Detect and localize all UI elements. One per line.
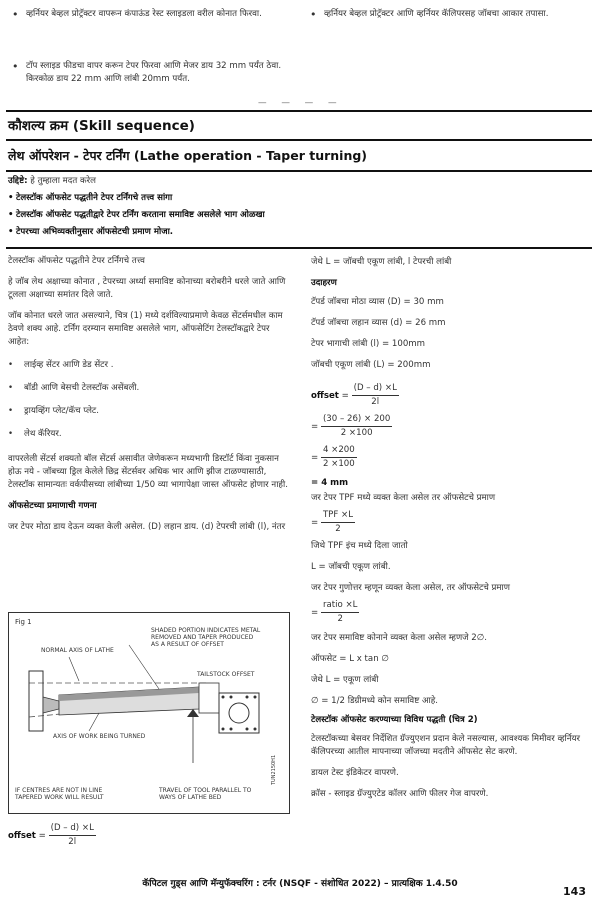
formula-5: = $\frac{\text{ratio ×L}}{2}$: [311, 600, 358, 624]
lathe-heading: लेथ ऑपरेशन - टेपर टर्निंग (Lathe operation - Taper turning): [8, 148, 368, 163]
formula-1-fraction: [352, 382, 399, 409]
figure-code: TUN2150H1: [271, 754, 277, 785]
principle-title: टेलस्टॉक ऑफसेट पद्धतीने टेपर टर्निंगचे तत्त्व: [8, 256, 145, 266]
top-bullet-2: [26, 60, 296, 86]
footer-title: कॅपिटल गुड्स आणि मॅन्युफॅक्चरिंग : टर्नर (NSQF - संशोधित 2022) – प्रात्यक्षिक 1.4.50: [142, 879, 458, 889]
calc-paragraph: जर टेपर मोठा डाय देऊन व्यक्त केली असेल. (D) लहान डाय. (d) टेपरची लांबी (l), नंतर: [8, 522, 286, 532]
offset-formula-left: offset = $\frac{(D - d) \times L}{2l}$: [8, 823, 94, 847]
objective-item: • टेपरच्या अभिव्यक्तीनुसार ऑफसेटची प्रमाण मोजा.: [8, 227, 174, 237]
top-bullet-2-text: टॉप स्लाइड फीडचा वापर करून टेपर फिरवा आणि मेजर डाय 32 mm पर्यंत ठेवा. किरकोळ डाय 22 mm आणि लांबी 20mm पर्यंत.: [26, 61, 282, 84]
formula-3-num: 4 ×200: [321, 444, 357, 458]
objectives-label: उद्दिष्टे:: [8, 176, 28, 186]
normal-axis-label: NORMAL AXIS OF LATHE: [41, 647, 114, 654]
right-column: [311, 256, 591, 801]
formula-5-fraction: [321, 599, 360, 626]
rule-under-objectives: [6, 247, 592, 249]
tpf-where: जिथे TPF इंच मध्ये दिला जातो: [311, 541, 408, 551]
left-column: [8, 255, 292, 534]
part-item: • ड्रायव्हिंग प्लेट/कॅच प्लेट.: [8, 406, 99, 416]
objective-item: • टेलस्टॉक ऑफसेट पद्धतीद्वारे टेपर टर्निंग करताना समाविष्ट असलेले भाग ओळखा: [8, 210, 265, 220]
part-item: • लाईव्ह सेंटर आणि डेड सेंटर .: [8, 360, 114, 370]
formula-5-den: 2: [337, 614, 343, 624]
offset-tan: ऑफसेट = L x tan ∅: [311, 654, 389, 664]
figure-1: [8, 612, 290, 814]
rule-under-heading: [6, 170, 592, 172]
offset-numerator: (D – d) ×L: [49, 822, 96, 836]
tailstock-offset-label: TAILSTOCK OFFSET: [197, 671, 255, 678]
part-item-text: बॉडी आणि बेसची टेलस्टॉक असेंबली.: [24, 383, 140, 393]
part-item-text: लाईव्ह सेंटर आणि डेड सेंटर .: [24, 360, 114, 370]
objectives-intro: [8, 175, 588, 188]
part-item: • लेथ कॅरियर.: [8, 429, 62, 439]
formula-2-num: (30 – 26) × 200: [321, 413, 392, 427]
formula-4: = $\frac{\text{TPF ×L}}{2}$: [311, 510, 354, 534]
shaded-portion-label: SHADED PORTION INDICATES METAL REMOVED AND TAPER PRODUCED AS A RESULT OF OFFSET: [151, 627, 261, 648]
calc-heading: ऑफसेटच्या प्रमाणाची गणना: [8, 501, 97, 511]
objective-item-text: टेलस्टॉक ऑफसेट पद्धतीने टेपर टर्निंगचे तत्त्व सांगा: [16, 193, 173, 203]
angle-line: जर टेपर समाविष्ट कोनाने व्यक्त केला असेल म्हणजे 2∅.: [311, 633, 487, 643]
figure-label: Fig 1: [15, 618, 32, 626]
length-definition: जेथे L = जॉबची एकूण लांबी, l टेपरची लांबी: [311, 257, 452, 267]
objectives: [8, 175, 588, 239]
top-bullet-1: [26, 8, 291, 21]
formula-2-fraction: [321, 413, 392, 440]
centres-paragraph: वापरलेली सेंटर्स शक्यतो बॉल सेंटर्स असावीत जेणेकरून मध्यभागी डिस्टॉर्ट किंवा नुकसान होऊ नये - जॉबच्या ड्रिल केलेले छिद्र सेंटर्सवर अधिक भार आणि झीज टाळण्यासाठी, टेलस्टॉक सामान्यतः वर्कपीसच्या लांबीच्या 1/50 व्या भागापेक्षा जास्त ऑफसेट होणार नाही.: [8, 454, 288, 490]
part-item: • बॉडी आणि बेसची टेलस्टॉक असेंबली.: [8, 383, 140, 393]
formula-2: = $\frac{(30 - 26) \times 200}{2 \times 100}$: [311, 414, 391, 438]
offset-fraction: [49, 822, 96, 849]
formula-1-label: offset: [311, 391, 339, 401]
formula-3-fraction: [321, 444, 357, 471]
example-line: जॉबची एकूण लांबी (L) = 200mm: [311, 360, 431, 370]
example-line: टेपर भागाची लांबी (l) = 100mm: [311, 339, 426, 349]
example-line: टॅपर्ड जॉबचा मोठा व्यास (D) = 30 mm: [311, 297, 444, 307]
methods-heading: टेलस्टॉक ऑफसेट करण्याच्या विविध पद्धती (चित्र 2): [311, 715, 478, 725]
formula-5-num: ratio ×L: [321, 599, 360, 613]
offset-denominator: 2l: [68, 837, 77, 847]
formula-4-fraction: [321, 509, 355, 536]
formula-2-den: 2 ×100: [340, 428, 373, 438]
formula-4-num: TPF ×L: [321, 509, 355, 523]
top-bullet-right-text: व्हर्नियर बेव्हल प्रोट्रॅक्टर आणि व्हर्नियर कॅलिपरसह जॉबचा आकार तपासा.: [324, 9, 549, 19]
formula-1-den: 2l: [371, 397, 380, 407]
objective-item-text: टेपरच्या अभिव्यक्तीनुसार ऑफसेटची प्रमाण मोजा.: [16, 227, 174, 237]
lathe-diagram: [9, 613, 289, 813]
length-note: L = जॉबची एकूण लांबी.: [311, 562, 391, 572]
cross-slide-method: क्रॉस - स्लाइड ग्रॅज्युएटेड कॉलर आणि फीलर गेज वापरणे.: [311, 789, 489, 799]
travel-note: TRAVEL OF TOOL PARALLEL TO WAYS OF LATHE BED: [159, 787, 252, 801]
principle-paragraph: हे जॉब लेथ अक्षाच्या कोनात , टेपरच्या अर्ध्या समाविष्ट कोनाच्या बरोबरीने धरले जाते आणि टूलला अक्षाच्या समांतर दिले जाते.: [8, 277, 286, 300]
result: = 4 mm: [311, 478, 349, 488]
dial-method: डायल टेस्ट इंडिकेटर वापरणे.: [311, 768, 399, 778]
objective-item-text: टेलस्टॉक ऑफसेट पद्धतीद्वारे टेपर टर्निंग करताना समाविष्ट असलेले भाग ओळखा: [16, 210, 265, 220]
formula-1: offset = $\frac{(D - d) \times L}{2l}$: [311, 383, 397, 407]
length-total: जेथे L = एकूण लांबी: [311, 675, 379, 685]
offset-label: offset: [8, 831, 36, 841]
example-line: टॅपर्ड जॉबचा लहान व्यास (d) = 26 mm: [311, 318, 446, 328]
page-number: 143: [563, 885, 586, 898]
example-heading: उदाहरण: [311, 278, 337, 288]
parts-paragraph: जॉब कोनात धरले जात असल्याने, चित्र (1) मध्ये दर्शविल्याप्रमाणे केवळ सेंटर्समधील काम ठेवणे शक्य आहे. टर्निंग दरम्यान समाविष्ट असलेले भाग, ऑफसेटिंग टेलस्टॉकद्वारे टेपर आहेत:: [8, 311, 283, 347]
dash-separator: — — — —: [258, 98, 343, 108]
objectives-intro-text: हे तुम्हाला मदत करेल: [27, 176, 96, 186]
tpf-line: जर टेपर TPF मध्ये व्यक्त केला असेल तर ऑफसेटचे प्रमाण: [311, 493, 496, 503]
objective-item: • टेलस्टॉक ऑफसेट पद्धतीने टेपर टर्निंगचे तत्त्व सांगा: [8, 193, 173, 203]
top-bullet-1-text: व्हर्नियर बेव्हल प्रोट्रॅक्टर वापरून कंपाऊंड रेस्ट स्लाइडला वरील कोनात फिरवा.: [26, 9, 262, 19]
work-axis-label: AXIS OF WORK BEING TURNED: [53, 733, 146, 740]
formula-4-den: 2: [335, 524, 341, 534]
ratio-line: जर टेपर गुणोत्तर म्हणून व्यक्त केला असेल, तर ऑफसेटचे प्रमाण: [311, 583, 510, 593]
skill-heading: कौशल्य क्रम (Skill sequence): [8, 118, 195, 134]
part-item-text: लेथ कॅरियर.: [24, 429, 62, 439]
rule-top: [6, 110, 592, 112]
formula-3: = $\frac{4 \times 200}{2 \times 100}$: [311, 445, 355, 469]
methods-paragraph: टेलस्टॉकच्या बेसवर निर्देशित ग्रॅज्युएशन प्रदान केले नसल्यास, आवश्यक मिमीवर व्हर्नियर कॅलिपरच्या आतील मापनाच्या जॉजच्या मदतीने ऑफसेट सेट करणे.: [311, 734, 580, 757]
top-bullet-right: [324, 8, 586, 21]
rule-mid: [6, 139, 592, 141]
formula-3-den: 2 ×100: [322, 459, 355, 469]
formula-1-num: (D – d) ×L: [352, 382, 399, 396]
part-item-text: ड्रायव्हिंग प्लेट/कॅच प्लेट.: [24, 406, 99, 416]
phi-definition: ∅ = 1/2 डिग्रीमध्ये कोन समाविष्ट आहे.: [311, 696, 439, 706]
centres-note: IF CENTRES ARE NOT IN LINE TAPERED WORK WILL RESULT: [15, 787, 104, 801]
